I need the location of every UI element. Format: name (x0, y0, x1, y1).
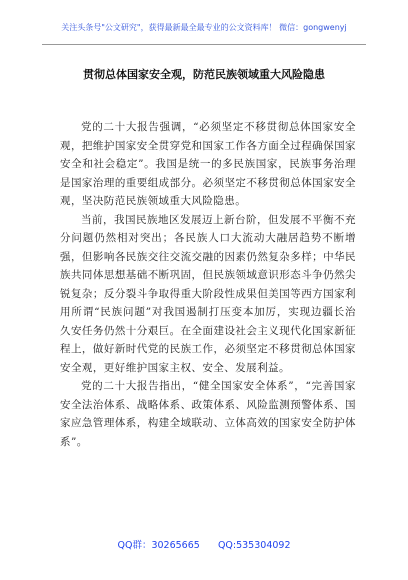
footer-contact (0, 537, 408, 551)
header-promo-text: 关注头条号"公文研究"，获得最新最全最专业的公文资料库！ 微信：gongwenyj (61, 23, 347, 32)
document-body (60, 118, 356, 451)
body-paragraph: 党的二十大报告强调，“必须坚定不移贯彻总体国家安全观，把维护国家安全贯穿党和国家工作各方面全过程确保国家安全和社会稳定”。我国是统一的多民族国家，民族事务治理是国家治理的重要组成部分。必须坚定不移贯彻总体国家安全观，坚决防范民族领域重大风险隐患。 (60, 121, 356, 207)
document-title: 贯彻总体国家安全观，防范民族领域重大风险隐患 (83, 68, 325, 81)
footer-qq-group: QQ群：30265665 (117, 540, 200, 551)
body-paragraph: 党的二十大报告指出，“健全国家安全体系”，“完善国家安全法治体系、战略体系、政策体系、风险监测预警体系、国家应急管理体系，构建全域联动、立体高效的国家安全防护体系”。 (60, 380, 356, 448)
header-divider (42, 44, 366, 45)
footer-qq-number: QQ:535304092 (217, 540, 291, 551)
body-paragraph: 当前，我国民族地区发展迈上新台阶，但发展不平衡不充分问题仍然相对突出；各民族人口大流动大融居趋势不断增强，但影响各民族交往交流交融的因素仍然复杂多样；中华民族共同体思想基础不断巩固，但民族领域意识形态斗争仍然尖锐复杂；反分裂斗争取得重大阶段性成果但美国等西方国家利用所谓“民族问题”对我国遏制打压变本加厉，实现边疆长治久安任务仍然十分艰巨。在全面建设社会主义现代化国家新征程上，做好新时代党的民族工作，必须坚定不移贯彻总体国家安全观，更好维护国家主权、安全、发展利益。 (60, 213, 356, 374)
